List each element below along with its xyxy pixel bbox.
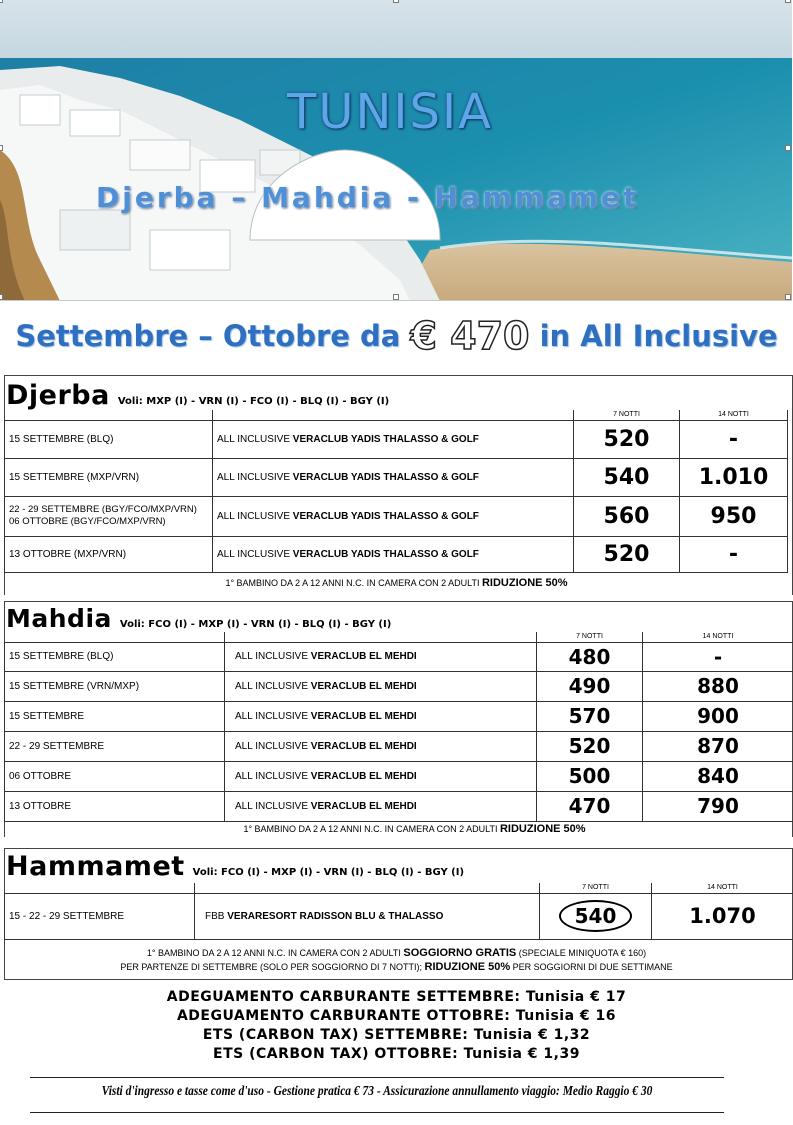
- resize-handle[interactable]: [785, 145, 791, 151]
- resize-handle[interactable]: [393, 294, 399, 300]
- hotel-name: VERACLUB EL MEHDI: [310, 651, 417, 662]
- hotel-name: VERACLUB EL MEHDI: [310, 740, 417, 752]
- board-type: ALL INCLUSIVE: [235, 770, 308, 782]
- price-7-nights: 520: [537, 731, 643, 761]
- note-text: PER PARTENZE DI SETTEMBRE (SOLO PER SOGGIORNO DI 7 NOTTI);: [120, 962, 423, 972]
- hotel-cell: [213, 458, 574, 496]
- table-row: [5, 731, 793, 761]
- col-7-notti: 7 NOTTI: [574, 410, 680, 420]
- note-line: [0, 960, 793, 974]
- note-text: 1° BAMBINO DA 2 A 12 ANNI N.C. IN CAMERA CON 2 ADULTI: [146, 948, 401, 958]
- destination-subtitle: Djerba – Mahdia - Hammamet: [96, 181, 640, 214]
- djerba-name: Djerba: [6, 380, 110, 411]
- table-row: [5, 496, 788, 536]
- promo-headline: [0, 314, 793, 358]
- table-row: [5, 536, 788, 572]
- hotel-name: VERACLUB YADIS THALASSO & GOLF: [292, 510, 479, 522]
- price-14-nights: -: [643, 642, 793, 671]
- carbon-tax-october: ETS (CARBON TAX) OTTOBRE: Tunisia € 1,39: [213, 1046, 580, 1062]
- mahdia-price-table: [4, 632, 793, 822]
- departure-date: 15 SETTEMBRE (BLQ): [5, 420, 213, 458]
- price-14-nights: 1.070: [652, 893, 793, 939]
- fuel-surcharge-october: ADEGUAMENTO CARBURANTE OTTOBRE: Tunisia € 16: [176, 1008, 617, 1024]
- col-14-notti: 14 NOTTI: [652, 883, 793, 893]
- table-row: [5, 761, 793, 791]
- table-row: [5, 893, 793, 939]
- departure-date: 15 SETTEMBRE (MXP/VRN): [5, 458, 213, 496]
- djerba-title: [6, 380, 389, 411]
- price-7-nights: 540: [574, 458, 680, 496]
- table-row: [5, 671, 793, 701]
- price-14-nights: -: [680, 536, 788, 572]
- hotel-cell: [213, 536, 574, 572]
- price-7-nights: 520: [574, 420, 680, 458]
- promo-price: € 470: [410, 314, 530, 358]
- board-type: ALL INCLUSIVE: [235, 651, 308, 662]
- hero-banner: [0, 0, 792, 301]
- highlighted-price: 540: [559, 900, 633, 932]
- departure-date-line: 22 - 29 SETTEMBRE (BGY/FCO/MXP/VRN): [9, 504, 197, 515]
- note-highlight: SOGGIORNO GRATIS: [403, 947, 517, 959]
- hammamet-price-table: [4, 883, 793, 940]
- resize-handle[interactable]: [0, 0, 3, 3]
- hammamet-child-note: [0, 946, 793, 974]
- price-14-nights: 950: [680, 496, 788, 536]
- price-14-nights: -: [680, 420, 788, 458]
- hotel-name: VERACLUB EL MEHDI: [310, 800, 417, 812]
- destination-title: TUNISIA: [287, 84, 493, 140]
- fuel-surcharge-september: ADEGUAMENTO CARBURANTE SETTEMBRE: Tunisia € 17: [166, 989, 627, 1005]
- footer-terms: Visti d'ingresso e tasse come d'uso - Gestione pratica € 73 - Assicurazione annullamento viaggio: Medio Raggio € 30: [101, 1084, 653, 1099]
- hotel-cell: [225, 761, 537, 791]
- note-text: PER SOGGIORNI DI DUE SETTIMANE: [512, 962, 673, 972]
- col-7-notti: 7 NOTTI: [537, 632, 643, 642]
- board-type: FBB: [205, 910, 225, 922]
- table-row: [5, 701, 793, 731]
- djerba-flights: Voli: MXP (I) - VRN (I) - FCO (I) - BLQ (I) - BGY (I): [117, 396, 390, 407]
- board-type: ALL INCLUSIVE: [217, 548, 290, 560]
- departure-date: 06 OTTOBRE: [5, 761, 225, 791]
- price-14-nights: 1.010: [680, 458, 788, 496]
- note-highlight: RIDUZIONE 50%: [499, 823, 586, 835]
- resize-handle[interactable]: [393, 0, 399, 3]
- departure-date: 15 SETTEMBRE: [5, 701, 225, 731]
- price-7-nights: 560: [574, 496, 680, 536]
- departure-date: 15 SETTEMBRE (VRN/MXP): [5, 671, 225, 701]
- board-type: ALL INCLUSIVE: [217, 471, 290, 483]
- hotel-cell: [225, 731, 537, 761]
- departure-date: 15 SETTEMBRE (BLQ): [5, 642, 225, 671]
- note-line: [0, 946, 793, 960]
- hotel-cell: [213, 496, 574, 536]
- hammamet-flights: Voli: FCO (I) - MXP (I) - VRN (I) - BLQ (I) - BGY (I): [192, 867, 465, 878]
- price-7-nights: 500: [537, 761, 643, 791]
- fees-block: [0, 988, 793, 1064]
- board-type: ALL INCLUSIVE: [235, 800, 308, 812]
- departure-date: 15 - 22 - 29 SETTEMBRE: [5, 893, 195, 939]
- resize-handle[interactable]: [0, 294, 3, 300]
- hotel-name: VERACLUB YADIS THALASSO & GOLF: [292, 471, 479, 483]
- board-type: ALL INCLUSIVE: [235, 680, 308, 692]
- price-14-nights: 840: [643, 761, 793, 791]
- departure-date-line: 06 OTTOBRE (BGY/FCO/MXP/VRN): [9, 516, 166, 527]
- hammamet-name: Hammamet: [6, 851, 185, 882]
- table-row: [5, 791, 793, 821]
- price-14-nights: 880: [643, 671, 793, 701]
- mahdia-name: Mahdia: [6, 604, 112, 633]
- table-row: [5, 642, 793, 671]
- note-text: 1° BAMBINO DA 2 A 12 ANNI N.C. IN CAMERA CON 2 ADULTI: [243, 824, 498, 834]
- note-highlight: RIDUZIONE 50%: [481, 577, 568, 589]
- price-14-nights: 900: [643, 701, 793, 731]
- departure-date: 13 OTTOBRE: [5, 791, 225, 821]
- djerba-price-table: [4, 410, 788, 573]
- carbon-tax-september: ETS (CARBON TAX) SETTEMBRE: Tunisia € 1,32: [202, 1027, 591, 1043]
- footer-divider-bottom: [30, 1112, 724, 1113]
- departure-date: [5, 496, 213, 536]
- hotel-name: VERARESORT RADISSON BLU & THALASSO: [227, 910, 444, 922]
- hotel-name: VERACLUB YADIS THALASSO & GOLF: [292, 548, 479, 560]
- price-14-nights: 870: [643, 731, 793, 761]
- board-type: ALL INCLUSIVE: [235, 740, 308, 752]
- departure-date: 22 - 29 SETTEMBRE: [5, 731, 225, 761]
- note-highlight: RIDUZIONE 50%: [424, 961, 511, 973]
- hotel-cell: [225, 642, 537, 671]
- note-text: (SPECIALE MINIQUOTA € 160): [518, 948, 647, 958]
- price-7-nights: 490: [537, 671, 643, 701]
- price-7-nights: 520: [574, 536, 680, 572]
- mahdia-child-note: [18, 823, 793, 835]
- hotel-cell: [195, 893, 540, 939]
- mahdia-flights: Voli: FCO (I) - MXP (I) - VRN (I) - BLQ (I) - BGY (I): [119, 619, 392, 630]
- price-7-nights: 480: [537, 642, 643, 671]
- footer-divider-top: [30, 1077, 724, 1078]
- table-row: [5, 420, 788, 458]
- note-text: 1° BAMBINO DA 2 A 12 ANNI N.C. IN CAMERA CON 2 ADULTI: [225, 578, 480, 588]
- hotel-cell: [225, 671, 537, 701]
- col-14-notti: 14 NOTTI: [643, 632, 793, 642]
- promo-suffix: in All Inclusive: [539, 319, 778, 353]
- djerba-child-note: [0, 577, 793, 589]
- price-7-nights: [540, 893, 652, 939]
- board-type: ALL INCLUSIVE: [235, 710, 308, 722]
- resize-handle[interactable]: [0, 145, 3, 151]
- price-7-nights: 570: [537, 701, 643, 731]
- col-14-notti: 14 NOTTI: [680, 410, 788, 420]
- table-row: [5, 458, 788, 496]
- departure-date: 13 OTTOBRE (MXP/VRN): [5, 536, 213, 572]
- resize-handle[interactable]: [785, 0, 791, 3]
- promo-prefix: Settembre – Ottobre da: [15, 319, 401, 353]
- hotel-name: VERACLUB YADIS THALASSO & GOLF: [292, 433, 479, 445]
- hotel-name: VERACLUB EL MEHDI: [310, 710, 417, 722]
- hotel-cell: [225, 701, 537, 731]
- price-14-nights: 790: [643, 791, 793, 821]
- hotel-name: VERACLUB EL MEHDI: [310, 680, 417, 692]
- col-7-notti: 7 NOTTI: [540, 883, 652, 893]
- hotel-cell: [213, 420, 574, 458]
- resize-handle[interactable]: [785, 294, 791, 300]
- board-type: ALL INCLUSIVE: [217, 510, 290, 522]
- hotel-cell: [225, 791, 537, 821]
- price-7-nights: 470: [537, 791, 643, 821]
- board-type: ALL INCLUSIVE: [217, 433, 290, 445]
- mahdia-title: [6, 604, 391, 633]
- hammamet-title: [6, 851, 464, 882]
- coastline-photo: [0, 0, 792, 301]
- hotel-name: VERACLUB EL MEHDI: [310, 770, 417, 782]
